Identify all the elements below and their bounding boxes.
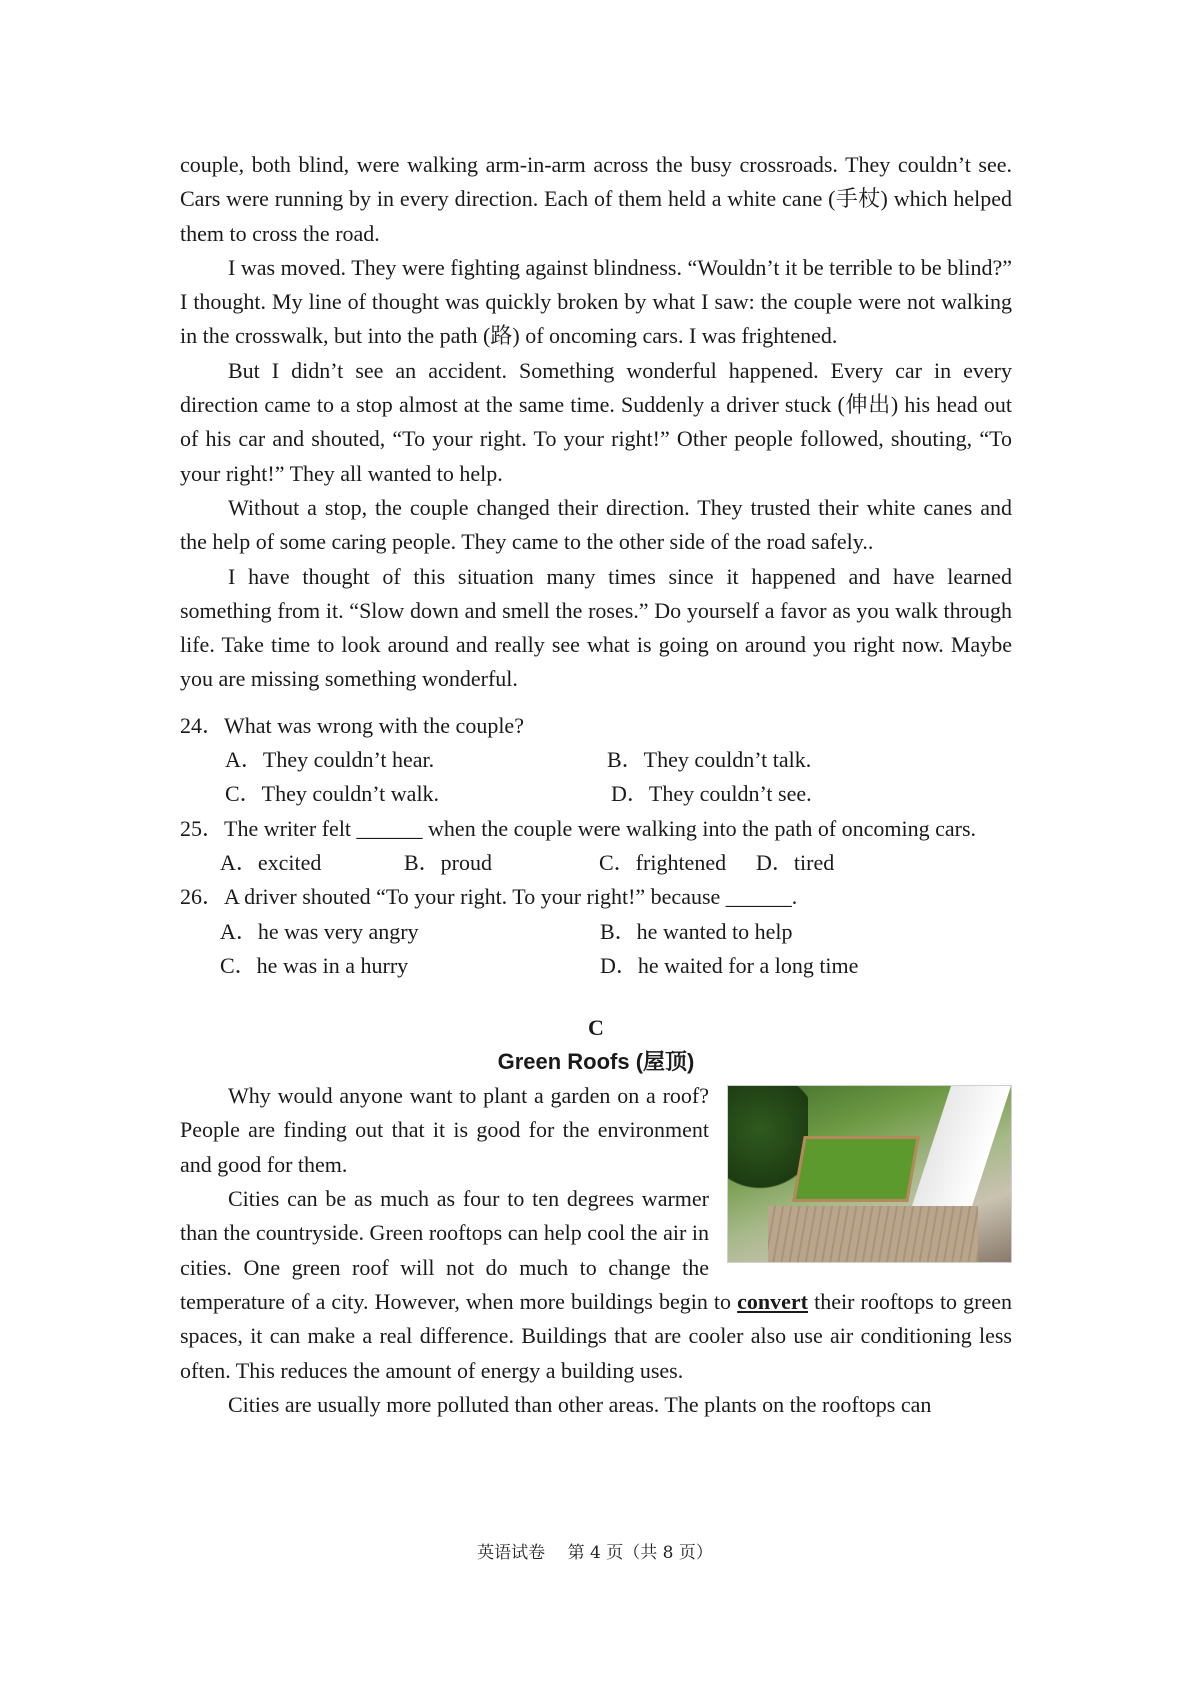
- options-row: [180, 949, 1012, 983]
- paragraph: Why would anyone want to plant a garden on a roof? People are finding out that it is good for the environment and good for them.: [180, 1083, 709, 1177]
- options-row: [180, 846, 1012, 880]
- option-d[interactable]: D．They couldn’t see.: [611, 781, 812, 807]
- option-c[interactable]: C．They couldn’t walk.: [225, 781, 440, 807]
- paragraph: Cities are usually more polluted than other areas. The plants on the rooftops can: [228, 1391, 932, 1417]
- option-b[interactable]: B．proud: [404, 849, 493, 875]
- option-c[interactable]: C．he was in a hurry: [220, 952, 409, 978]
- option-b[interactable]: B．They couldn’t talk.: [607, 747, 812, 773]
- options-row: [180, 743, 1012, 777]
- paragraph: couple, both blind, were walking arm-in-arm across the busy crossroads. They couldn’t see. Cars were running by in every direction. Each of them held a white cane (手杖) which helped them to cross the road.: [180, 152, 1012, 246]
- page-footer: 英语试卷 第 4 页（共 8 页）: [477, 1543, 713, 1563]
- text-run: Cities can be as much as four to ten degrees warmer than the countryside. Green rooftops can help cool the air in cities. One green roof will not do much to change the temperature of a city. However, when more buildings begin to: [180, 1186, 738, 1314]
- option-a[interactable]: A．They couldn’t hear.: [225, 747, 435, 773]
- option-b[interactable]: B．he wanted to help: [600, 918, 793, 944]
- option-a[interactable]: A．excited: [220, 849, 322, 875]
- passage-title: Green Roofs (屋顶): [497, 1049, 695, 1075]
- passage-c-body: [180, 1079, 1012, 1422]
- option-d[interactable]: D．he waited for a long time: [600, 952, 859, 978]
- paragraph: I was moved. They were fighting against blindness. “Wouldn’t it be terrible to be blind?” I thought. My line of thought was quickly broken by what I saw: the couple were not walking in the crosswalk, but into the path (路) of oncoming cars. I was frightened.: [180, 254, 1012, 349]
- option-a[interactable]: A．he was very angry: [220, 918, 419, 944]
- paragraph: Without a stop, the couple changed their direction. They trusted their white canes and the help of some caring people. They came to the other side of the road safely..: [180, 494, 1012, 555]
- options-row: [180, 915, 1012, 949]
- paragraph: I have thought of this situation many times since it happened and have learned something from it. “Slow down and smell the roses.” Do yourself a favor as you walk through life. Take time to look around and really see what is going on around you right now. Maybe you are missing something wonderful.: [180, 563, 1012, 692]
- exam-page: [180, 148, 1012, 1422]
- option-c[interactable]: C．frightened: [599, 849, 727, 875]
- rooftop-garden-photo: [727, 1085, 1012, 1263]
- question-25: 25．The writer felt ______ when the couple were walking into the path of oncoming cars.: [180, 815, 977, 841]
- paragraph: But I didn’t see an accident. Something wonderful happened. Every car in every direction came to a stop almost at the same time. Suddenly a driver stuck (伸出) his head out of his car and shouted, “To your right. To your right!” Other people followed, shouting, “To your right!” They all wanted to help.: [180, 357, 1012, 486]
- options-row: [180, 777, 1012, 811]
- question-26: 26．A driver shouted “To your right. To your right!” because ______.: [180, 884, 798, 910]
- question-24: 24．What was wrong with the couple?: [180, 712, 524, 738]
- text-run: their rooftops to green spaces, it can make a real difference. Buildings that are cooler also use air conditioning less often. This reduces the amount of energy a building uses.: [180, 1288, 1013, 1383]
- underlined-keyword: convert: [737, 1288, 809, 1314]
- section-letter: C: [588, 1015, 604, 1041]
- option-d[interactable]: D．tired: [756, 849, 835, 875]
